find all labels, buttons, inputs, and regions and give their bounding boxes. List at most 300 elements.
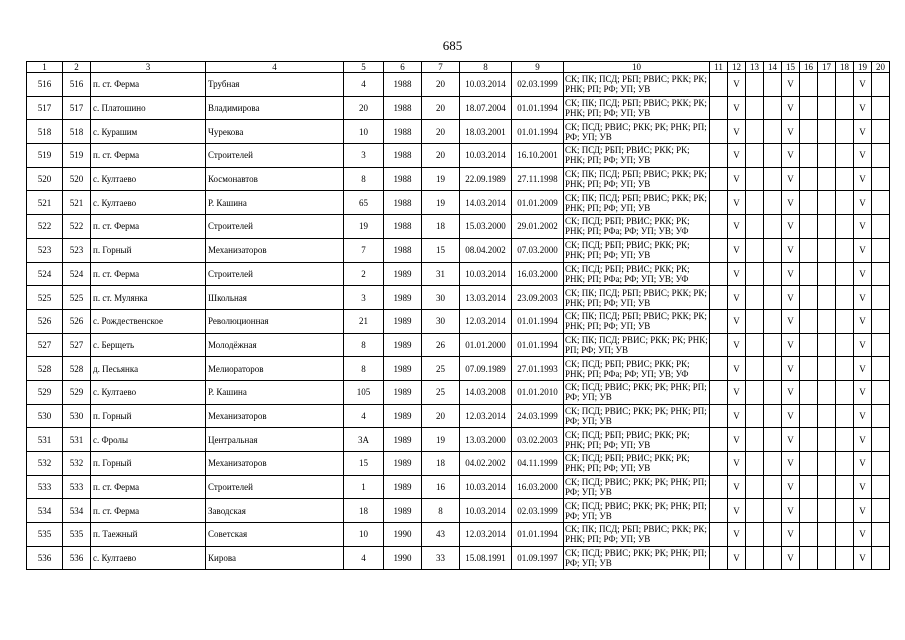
cell-n1: 521 <box>27 191 63 215</box>
cell-age: 18 <box>422 215 460 239</box>
cell-house: 1 <box>344 475 384 499</box>
cell-col-16 <box>800 167 818 191</box>
cell-street: Центральная <box>206 428 344 452</box>
cell-col-14 <box>764 73 782 97</box>
cell-col-19: V <box>854 428 872 452</box>
cell-n2: 516 <box>63 73 91 97</box>
cell-col-19: V <box>854 262 872 286</box>
table-row <box>27 309 890 333</box>
cell-house: 3 <box>344 286 384 310</box>
cell-year: 1988 <box>384 96 422 120</box>
cell-date2: 16.03.2000 <box>512 475 564 499</box>
cell-year: 1989 <box>384 380 422 404</box>
cell-street: Заводская <box>206 499 344 523</box>
cell-codes: СК; ПК; ПСД; РБП; РВИС; РКК; РК; РНК; РП; РФ; УП; УВ <box>564 73 710 97</box>
table-row <box>27 120 890 144</box>
cell-col-17 <box>818 380 836 404</box>
cell-house: 105 <box>344 380 384 404</box>
cell-col-20 <box>872 238 890 262</box>
cell-col-14 <box>764 238 782 262</box>
cell-col-15: V <box>782 357 800 381</box>
cell-place: с. Култаево <box>91 167 206 191</box>
cell-col-17 <box>818 167 836 191</box>
cell-n1: 529 <box>27 380 63 404</box>
cell-age: 20 <box>422 144 460 168</box>
cell-col-13 <box>746 96 764 120</box>
cell-house: 8 <box>344 333 384 357</box>
cell-col-17 <box>818 96 836 120</box>
cell-age: 25 <box>422 357 460 381</box>
cell-col-17 <box>818 428 836 452</box>
cell-col-11 <box>710 286 728 310</box>
cell-n1: 533 <box>27 475 63 499</box>
cell-n1: 531 <box>27 428 63 452</box>
cell-codes: СК; ПК; ПСД; РБП; РВИС; РКК; РК; РНК; РП; РФ; УП; УВ <box>564 96 710 120</box>
cell-place: с. Култаево <box>91 380 206 404</box>
column-header-20: 20 <box>872 62 890 73</box>
cell-place: с. Фролы <box>91 428 206 452</box>
cell-col-19: V <box>854 404 872 428</box>
cell-col-16 <box>800 404 818 428</box>
column-header-1: 1 <box>27 62 63 73</box>
cell-col-20 <box>872 262 890 286</box>
cell-col-20 <box>872 452 890 476</box>
cell-col-16 <box>800 144 818 168</box>
cell-col-15: V <box>782 380 800 404</box>
cell-col-14 <box>764 309 782 333</box>
cell-n2: 524 <box>63 262 91 286</box>
column-header-8: 8 <box>460 62 512 73</box>
cell-col-16 <box>800 546 818 570</box>
cell-col-11 <box>710 309 728 333</box>
cell-col-15: V <box>782 309 800 333</box>
cell-col-11 <box>710 380 728 404</box>
cell-col-14 <box>764 404 782 428</box>
cell-col-17 <box>818 120 836 144</box>
cell-date1: 12.03.2014 <box>460 309 512 333</box>
cell-n1: 523 <box>27 238 63 262</box>
cell-col-13 <box>746 499 764 523</box>
cell-codes: СК; ПСД; РВИС; РКК; РК; РНК; РП; РФ; УП; УВ <box>564 475 710 499</box>
cell-codes: СК; ПСД; РВИС; РКК; РК; РНК; РП; РФ; УП; УВ <box>564 499 710 523</box>
cell-col-20 <box>872 144 890 168</box>
cell-col-13 <box>746 428 764 452</box>
column-header-12: 12 <box>728 62 746 73</box>
cell-col-12: V <box>728 499 746 523</box>
cell-col-14 <box>764 357 782 381</box>
cell-col-16 <box>800 96 818 120</box>
column-header-3: 3 <box>91 62 206 73</box>
cell-col-13 <box>746 120 764 144</box>
cell-col-16 <box>800 73 818 97</box>
cell-n1: 526 <box>27 309 63 333</box>
cell-col-12: V <box>728 546 746 570</box>
cell-n1: 518 <box>27 120 63 144</box>
cell-col-19: V <box>854 96 872 120</box>
cell-n2: 531 <box>63 428 91 452</box>
cell-col-17 <box>818 404 836 428</box>
cell-col-15: V <box>782 333 800 357</box>
cell-street: Кирова <box>206 546 344 570</box>
cell-col-17 <box>818 191 836 215</box>
cell-age: 18 <box>422 452 460 476</box>
cell-date1: 10.03.2014 <box>460 499 512 523</box>
cell-date1: 01.01.2000 <box>460 333 512 357</box>
cell-house: 7 <box>344 238 384 262</box>
table-row <box>27 475 890 499</box>
table-row <box>27 262 890 286</box>
cell-age: 20 <box>422 96 460 120</box>
cell-codes: СК; ПК; ПСД; РВИС; РКК; РК; РНК; РП; РФ; УП; УВ <box>565 334 708 355</box>
cell-col-12: V <box>728 167 746 191</box>
cell-date2: 01.01.1994 <box>512 309 564 333</box>
cell-col-12: V <box>728 333 746 357</box>
cell-col-18 <box>836 144 854 168</box>
cell-col-15: V <box>782 428 800 452</box>
cell-col-11 <box>710 428 728 452</box>
cell-street: Молодёжная <box>206 333 344 357</box>
cell-street: Механизаторов <box>206 452 344 476</box>
cell-col-20 <box>872 428 890 452</box>
cell-place: п. ст. Ферма <box>91 73 206 97</box>
cell-date2: 01.01.2010 <box>512 380 564 404</box>
cell-col-15: V <box>782 191 800 215</box>
cell-date2: 16.03.2000 <box>512 262 564 286</box>
cell-n2: 529 <box>63 380 91 404</box>
cell-street: Мелиораторов <box>206 357 344 381</box>
cell-col-17 <box>818 73 836 97</box>
cell-date1: 10.03.2014 <box>460 144 512 168</box>
cell-col-18 <box>836 73 854 97</box>
table-row <box>27 286 890 310</box>
cell-house: 4 <box>344 546 384 570</box>
cell-col-11 <box>710 452 728 476</box>
cell-street: Строителей <box>206 475 344 499</box>
cell-col-20 <box>872 73 890 97</box>
column-header-9: 9 <box>512 62 564 73</box>
cell-n1: 519 <box>27 144 63 168</box>
cell-street: Школьная <box>206 286 344 310</box>
table-row <box>27 333 890 357</box>
cell-col-14 <box>764 523 782 547</box>
cell-date1: 12.03.2014 <box>460 523 512 547</box>
cell-col-13 <box>746 357 764 381</box>
column-header-2: 2 <box>63 62 91 73</box>
cell-col-12: V <box>728 215 746 239</box>
cell-col-19: V <box>854 144 872 168</box>
table-row <box>27 404 890 428</box>
cell-col-18 <box>836 286 854 310</box>
cell-col-17 <box>818 215 836 239</box>
cell-col-13 <box>746 523 764 547</box>
cell-col-15: V <box>782 144 800 168</box>
column-header-4: 4 <box>206 62 344 73</box>
cell-place: с. Култаево <box>91 546 206 570</box>
cell-col-16 <box>800 499 818 523</box>
cell-date1: 12.03.2014 <box>460 404 512 428</box>
cell-col-20 <box>872 333 890 357</box>
cell-date2: 07.03.2000 <box>512 238 564 262</box>
table-row <box>27 428 890 452</box>
cell-age: 20 <box>422 73 460 97</box>
cell-house: 10 <box>344 120 384 144</box>
cell-date1: 13.03.2000 <box>460 428 512 452</box>
cell-age: 19 <box>422 428 460 452</box>
cell-date1: 18.07.2004 <box>460 96 512 120</box>
cell-col-18 <box>836 238 854 262</box>
cell-street: Чурекова <box>206 120 344 144</box>
cell-n2: 536 <box>63 546 91 570</box>
cell-col-11 <box>710 333 728 357</box>
cell-col-19: V <box>854 333 872 357</box>
cell-col-12: V <box>728 428 746 452</box>
cell-place: п. Таежный <box>91 523 206 547</box>
cell-codes: СК; ПСД; РБП; РВИС; РКК; РК; РНК; РП; РФ; УП; УВ <box>564 238 710 262</box>
cell-n2: 521 <box>63 191 91 215</box>
table-row <box>27 238 890 262</box>
cell-col-16 <box>800 238 818 262</box>
column-header-5: 5 <box>344 62 384 73</box>
cell-date1: 14.03.2008 <box>460 380 512 404</box>
cell-col-15: V <box>782 96 800 120</box>
cell-year: 1988 <box>384 238 422 262</box>
cell-age: 19 <box>422 167 460 191</box>
cell-col-11 <box>710 357 728 381</box>
column-header-10: 10 <box>564 62 710 73</box>
table-row <box>27 499 890 523</box>
cell-date2: 01.01.1994 <box>512 523 564 547</box>
cell-col-19: V <box>854 357 872 381</box>
cell-col-16 <box>800 475 818 499</box>
cell-col-13 <box>746 215 764 239</box>
column-header-16: 16 <box>800 62 818 73</box>
cell-col-16 <box>800 191 818 215</box>
column-header-15: 15 <box>782 62 800 73</box>
cell-col-15: V <box>782 523 800 547</box>
cell-col-20 <box>872 357 890 381</box>
cell-n2: 534 <box>63 499 91 523</box>
cell-n1: 535 <box>27 523 63 547</box>
cell-house: 20 <box>344 96 384 120</box>
cell-col-12: V <box>728 73 746 97</box>
cell-col-19: V <box>854 286 872 310</box>
cell-col-11 <box>710 262 728 286</box>
cell-date2: 03.02.2003 <box>512 428 564 452</box>
cell-codes: СК; ПСД; РБП; РВИС; РКК; РК; РНК; РП; РФа; РФ; УП; УВ; УФ <box>564 262 710 286</box>
cell-col-15: V <box>782 499 800 523</box>
cell-house: 15 <box>344 452 384 476</box>
cell-col-14 <box>764 286 782 310</box>
cell-col-16 <box>800 428 818 452</box>
cell-street: Строителей <box>206 215 344 239</box>
cell-col-13 <box>746 286 764 310</box>
cell-col-13 <box>746 333 764 357</box>
cell-place: п. ст. Мулянка <box>91 286 206 310</box>
cell-place: п. ст. Ферма <box>91 215 206 239</box>
cell-col-14 <box>764 144 782 168</box>
cell-date1: 15.03.2000 <box>460 215 512 239</box>
cell-col-17 <box>818 333 836 357</box>
cell-year: 1989 <box>384 475 422 499</box>
cell-col-17 <box>818 475 836 499</box>
cell-col-16 <box>800 309 818 333</box>
cell-year: 1988 <box>384 120 422 144</box>
cell-year: 1989 <box>384 404 422 428</box>
cell-col-19: V <box>854 546 872 570</box>
cell-street: Трубная <box>206 73 344 97</box>
cell-col-12: V <box>728 523 746 547</box>
table-row <box>27 144 890 168</box>
cell-col-16 <box>800 262 818 286</box>
cell-col-17 <box>818 286 836 310</box>
table-row <box>27 96 890 120</box>
cell-n1: 530 <box>27 404 63 428</box>
cell-date2: 04.11.1999 <box>512 452 564 476</box>
cell-place: п. Горный <box>91 404 206 428</box>
cell-col-13 <box>746 380 764 404</box>
cell-col-11 <box>710 73 728 97</box>
cell-date2: 01.01.1994 <box>512 333 564 357</box>
cell-n1: 528 <box>27 357 63 381</box>
cell-year: 1989 <box>384 499 422 523</box>
cell-date2: 27.01.1993 <box>512 357 564 381</box>
cell-col-11 <box>710 215 728 239</box>
cell-col-14 <box>764 120 782 144</box>
cell-age: 30 <box>422 309 460 333</box>
cell-age: 30 <box>422 286 460 310</box>
cell-col-12: V <box>728 238 746 262</box>
cell-col-13 <box>746 167 764 191</box>
cell-date1: 14.03.2014 <box>460 191 512 215</box>
cell-date1: 13.03.2014 <box>460 286 512 310</box>
cell-age: 15 <box>422 238 460 262</box>
cell-codes: СК; ПСД; РБП; РВИС; РКК; РК; РНК; РП; РФ; УП; УВ <box>564 452 710 476</box>
cell-codes: СК; ПСД; РВИС; РКК; РК; РНК; РП; РФ; УП; УВ <box>564 380 710 404</box>
cell-col-12: V <box>728 120 746 144</box>
cell-age: 19 <box>422 191 460 215</box>
column-header-6: 6 <box>384 62 422 73</box>
cell-street: Р. Кашина <box>206 191 344 215</box>
cell-n1: 536 <box>27 546 63 570</box>
cell-col-16 <box>800 333 818 357</box>
table-row <box>27 73 890 97</box>
cell-year: 1989 <box>384 357 422 381</box>
cell-col-20 <box>872 215 890 239</box>
cell-col-11 <box>710 144 728 168</box>
table-row <box>27 357 890 381</box>
cell-col-17 <box>818 452 836 476</box>
cell-col-18 <box>836 333 854 357</box>
cell-col-19: V <box>854 238 872 262</box>
cell-col-13 <box>746 452 764 476</box>
cell-street: Механизаторов <box>206 238 344 262</box>
cell-place: с. Рождественское <box>91 309 206 333</box>
cell-place: п. ст. Ферма <box>91 144 206 168</box>
cell-col-19: V <box>854 452 872 476</box>
cell-col-20 <box>872 404 890 428</box>
cell-col-15: V <box>782 73 800 97</box>
cell-date1: 15.08.1991 <box>460 546 512 570</box>
cell-codes: СК; ПСД; РБП; РВИС; РКК; РК; РНК; РП; РФа; РФ; УП; УВ; УФ <box>564 357 710 381</box>
cell-col-18 <box>836 262 854 286</box>
cell-place: п. Горный <box>91 238 206 262</box>
cell-date2: 27.11.1998 <box>512 167 564 191</box>
cell-year: 1989 <box>384 452 422 476</box>
cell-n2: 518 <box>63 120 91 144</box>
cell-codes: СК; ПК; ПСД; РБП; РВИС; РКК; РК; РНК; РП; РФ; УП; УВ <box>564 286 710 310</box>
cell-col-15: V <box>782 238 800 262</box>
cell-date1: 10.03.2014 <box>460 262 512 286</box>
cell-col-18 <box>836 309 854 333</box>
cell-codes: СК; ПК; ПСД; РБП; РВИС; РКК; РК; РНК; РП; РФ; УП; УВ <box>564 191 710 215</box>
cell-col-17 <box>818 357 836 381</box>
cell-street: Строителей <box>206 144 344 168</box>
cell-col-14 <box>764 475 782 499</box>
cell-date2: 01.01.2009 <box>512 191 564 215</box>
cell-n1: 522 <box>27 215 63 239</box>
cell-col-11 <box>710 167 728 191</box>
cell-codes: СК; ПСД; РБП; РВИС; РКК; РК; РНК; РП; РФ; УП; УВ <box>564 144 710 168</box>
cell-n2: 535 <box>63 523 91 547</box>
cell-date2: 02.03.1999 <box>512 73 564 97</box>
table-row <box>27 380 890 404</box>
cell-place: п. ст. Ферма <box>91 499 206 523</box>
cell-street: Механизаторов <box>206 404 344 428</box>
cell-col-16 <box>800 215 818 239</box>
cell-col-20 <box>872 286 890 310</box>
cell-col-20 <box>872 380 890 404</box>
table-row <box>27 215 890 239</box>
cell-age: 31 <box>422 262 460 286</box>
cell-col-12: V <box>728 144 746 168</box>
cell-col-15: V <box>782 215 800 239</box>
cell-age: 16 <box>422 475 460 499</box>
cell-house: 8 <box>344 357 384 381</box>
cell-n2: 527 <box>63 333 91 357</box>
cell-col-14 <box>764 546 782 570</box>
cell-col-19: V <box>854 523 872 547</box>
cell-col-20 <box>872 475 890 499</box>
cell-street: Советская <box>206 523 344 547</box>
cell-col-12: V <box>728 380 746 404</box>
data-table <box>26 61 890 570</box>
cell-col-15: V <box>782 546 800 570</box>
cell-col-19: V <box>854 191 872 215</box>
cell-n1: 516 <box>27 73 63 97</box>
cell-col-16 <box>800 380 818 404</box>
cell-col-12: V <box>728 452 746 476</box>
cell-codes: СК; ПК; ПСД; РБП; РВИС; РКК; РК; РНК; РП; РФ; УП; УВ <box>564 309 710 333</box>
cell-col-14 <box>764 191 782 215</box>
cell-col-14 <box>764 96 782 120</box>
cell-col-17 <box>818 238 836 262</box>
cell-age: 8 <box>422 499 460 523</box>
cell-date2: 29.01.2002 <box>512 215 564 239</box>
cell-date2: 01.01.1994 <box>512 120 564 144</box>
cell-col-19: V <box>854 380 872 404</box>
cell-year: 1988 <box>384 144 422 168</box>
cell-year: 1989 <box>384 286 422 310</box>
cell-col-18 <box>836 96 854 120</box>
cell-n2: 528 <box>63 357 91 381</box>
cell-date2: 23.09.2003 <box>512 286 564 310</box>
cell-n1: 527 <box>27 333 63 357</box>
cell-col-12: V <box>728 357 746 381</box>
cell-col-14 <box>764 499 782 523</box>
cell-year: 1990 <box>384 546 422 570</box>
cell-col-18 <box>836 215 854 239</box>
cell-col-12: V <box>728 262 746 286</box>
